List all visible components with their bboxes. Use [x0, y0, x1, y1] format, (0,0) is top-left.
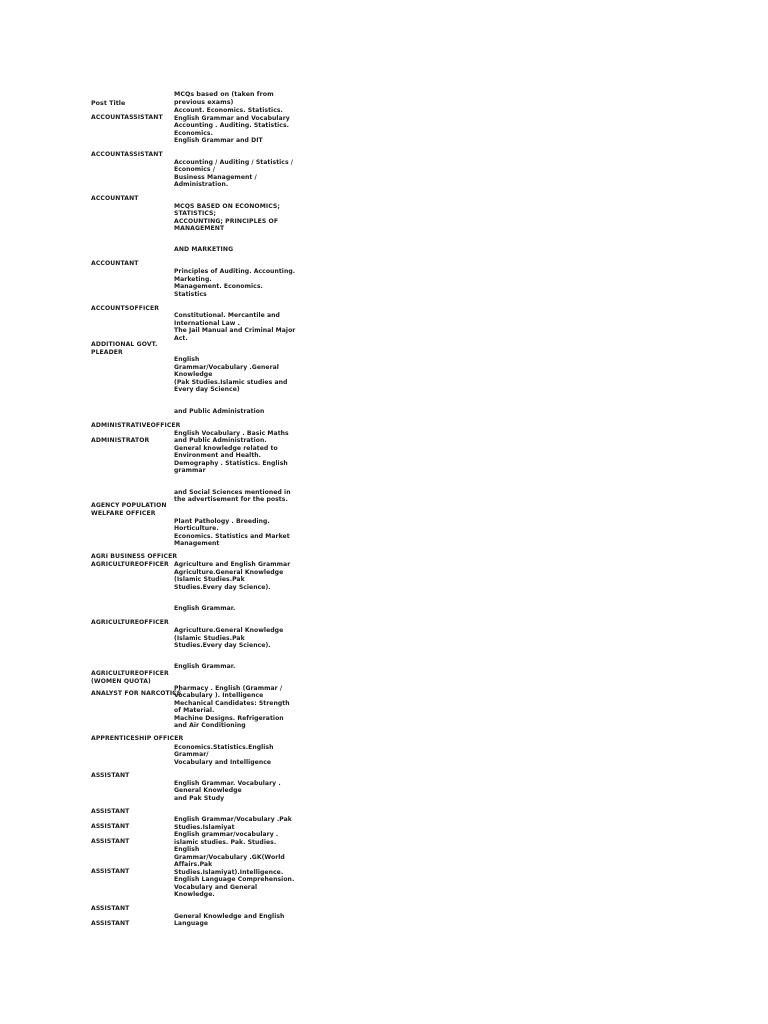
subject-line: Act.	[174, 335, 188, 342]
post-title: AGRICULTUREOFFICER	[91, 619, 169, 626]
subject-line: English Language Comprehension.	[174, 876, 295, 883]
subject-line: General Knowledge and English	[174, 913, 285, 920]
subject-line: Language	[174, 920, 209, 927]
subject-line: STATISTICS;	[174, 210, 217, 217]
subject-line: English Grammar.	[174, 605, 236, 612]
subject-line: MCQS BASED ON ECONOMICS;	[174, 203, 280, 210]
post-title: (WOMEN QUOTA)	[91, 678, 151, 685]
subject-line: English Grammar/Vocabulary .Pak	[174, 816, 292, 823]
subject-line: Marketing.	[174, 276, 212, 283]
post-title: ASSISTANT	[91, 868, 130, 875]
post-title: ADDITIONAL GOVT.	[91, 341, 158, 348]
subject-line: English Grammar. Vocabulary .	[174, 780, 281, 787]
post-title: ACCOUNTANT	[91, 260, 139, 267]
subject-line: Every day Science)	[174, 386, 240, 393]
subject-line: Accounting . Auditing. Statistics.	[174, 122, 290, 129]
post-title: ASSISTANT	[91, 808, 130, 815]
subject-line: Environment and Health.	[174, 452, 262, 459]
subject-line: and Social Sciences mentioned in	[174, 489, 291, 496]
subject-line: Management. Economics.	[174, 283, 263, 290]
subject-line: Grammar/Vocabulary .GK(World	[174, 854, 285, 861]
subject-line: and Air Conditioning	[174, 722, 246, 729]
post-title: ASSISTANT	[91, 838, 130, 845]
subject-line: English Grammar and DIT	[174, 137, 263, 144]
subject-line: (Islamic Studies.Pak	[174, 635, 245, 642]
subject-line: Economics /	[174, 166, 216, 173]
subject-line: Knowledge	[174, 371, 213, 378]
subject-line: English Grammar and Vocabulary	[174, 115, 290, 122]
subject-line: Pharmacy . English (Grammar /	[174, 685, 283, 692]
post-title: ASSISTANT	[91, 772, 130, 779]
post-title: ACCOUNTASSISTANT	[91, 114, 163, 121]
subject-line: AND MARKETING	[174, 246, 234, 253]
subject-line: Constitutional. Mercantile and	[174, 312, 280, 319]
subject-line: Accounting / Auditing / Statistics /	[174, 159, 294, 166]
subject-line: Plant Pathology . Breeding.	[174, 518, 270, 525]
column-header-mcqs-line-2: previous exams)	[174, 99, 234, 106]
subject-line: Vocabulary and Intelligence	[174, 759, 272, 766]
post-title: APPRENTICESHIP OFFICER	[91, 735, 184, 742]
subject-line: Machine Designs. Refrigeration	[174, 715, 284, 722]
subject-line: Agriculture.General Knowledge	[174, 627, 284, 634]
post-title: ADMINISTRATIVEOFFICER	[91, 422, 181, 429]
post-title: AGENCY POPULATION	[91, 502, 167, 509]
subject-line: and Pak Study	[174, 795, 225, 802]
subject-line: Management	[174, 540, 220, 547]
subject-line: Business Management /	[174, 174, 257, 181]
subject-line: Studies.Islamiyat	[174, 824, 235, 831]
subject-line: English Vocabulary . Basic Maths	[174, 430, 289, 437]
subject-line: Grammar/Vocabulary .General	[174, 364, 279, 371]
subject-line: Agriculture.General Knowledge	[174, 569, 284, 576]
post-title: ADMINISTRATOR	[91, 437, 150, 444]
subject-line: Demography . Statistics. English	[174, 460, 288, 467]
subject-line: MANAGEMENT	[174, 225, 225, 232]
post-title: ANALYST FOR NARCOTICS	[91, 690, 182, 697]
subject-line: General Knowledge	[174, 787, 242, 794]
subject-line: Economics.	[174, 130, 213, 137]
subject-line: International Law .	[174, 320, 240, 327]
subject-line: Knowledge.	[174, 891, 215, 898]
subject-line: Studies.Every day Science).	[174, 642, 271, 649]
column-header-mcqs-line-1: MCQs based on (taken from	[174, 91, 274, 98]
subject-line: Agriculture and English Grammar	[174, 561, 291, 568]
post-title: ASSISTANT	[91, 905, 130, 912]
column-header-post-title: Post Title	[91, 100, 126, 107]
subject-line: Studies.Every day Science).	[174, 584, 271, 591]
subject-line: The Jail Manual and Criminal Major	[174, 327, 296, 334]
post-title: AGRICULTUREOFFICER	[91, 670, 169, 677]
post-title: PLEADER	[91, 349, 123, 356]
post-title: WELFARE OFFICER	[91, 510, 156, 517]
subject-line: Economics. Statistics and Market	[174, 533, 290, 540]
subject-line: islamic studies. Pak. Studies.	[174, 839, 277, 846]
subject-line: grammar	[174, 467, 206, 474]
subject-line: Studies.Islamiyat).Intelligence.	[174, 869, 284, 876]
subject-line: Economics.Statistics.English	[174, 744, 274, 751]
subject-line: (Islamic Studies.Pak	[174, 576, 245, 583]
subject-line: Administration.	[174, 181, 229, 188]
subject-line: English	[174, 846, 200, 853]
post-title: AGRICULTUREOFFICER	[91, 561, 169, 568]
subject-line: Vocabulary ). Intelligence	[174, 692, 264, 699]
subject-line: Mechanical Candidates: Strength	[174, 700, 290, 707]
subject-line: of Material.	[174, 707, 215, 714]
subject-line: English Grammar.	[174, 663, 236, 670]
subject-line: English	[174, 356, 200, 363]
subject-line: Horticulture.	[174, 525, 219, 532]
subject-line: Statistics	[174, 291, 207, 298]
subject-line: Vocabulary and General	[174, 884, 258, 891]
subject-line: Affairs.Pak	[174, 861, 213, 868]
subject-line: and Public Administration.	[174, 437, 267, 444]
subject-line: Grammar/	[174, 751, 209, 758]
post-title: ASSISTANT	[91, 920, 130, 927]
post-title: ACCOUNTASSISTANT	[91, 151, 163, 158]
subject-line: the advertisement for the posts.	[174, 496, 288, 503]
subject-line: English grammar/vocabulary .	[174, 831, 279, 838]
post-title: AGRI BUSINESS OFFICER	[91, 553, 178, 560]
subject-line: and Public Administration	[174, 408, 265, 415]
subject-line: General knowledge related to	[174, 445, 278, 452]
post-title: ACCOUNTANT	[91, 195, 139, 202]
post-title: ACCOUNTSOFFICER	[91, 305, 160, 312]
subject-line: Account. Economics. Statistics.	[174, 107, 283, 114]
subject-line: (Pak Studies.Islamic studies and	[174, 379, 288, 386]
subject-line: ACCOUNTING; PRINCIPLES OF	[174, 218, 279, 225]
post-title: ASSISTANT	[91, 823, 130, 830]
subject-line: Principles of Auditing. Accounting.	[174, 268, 296, 275]
